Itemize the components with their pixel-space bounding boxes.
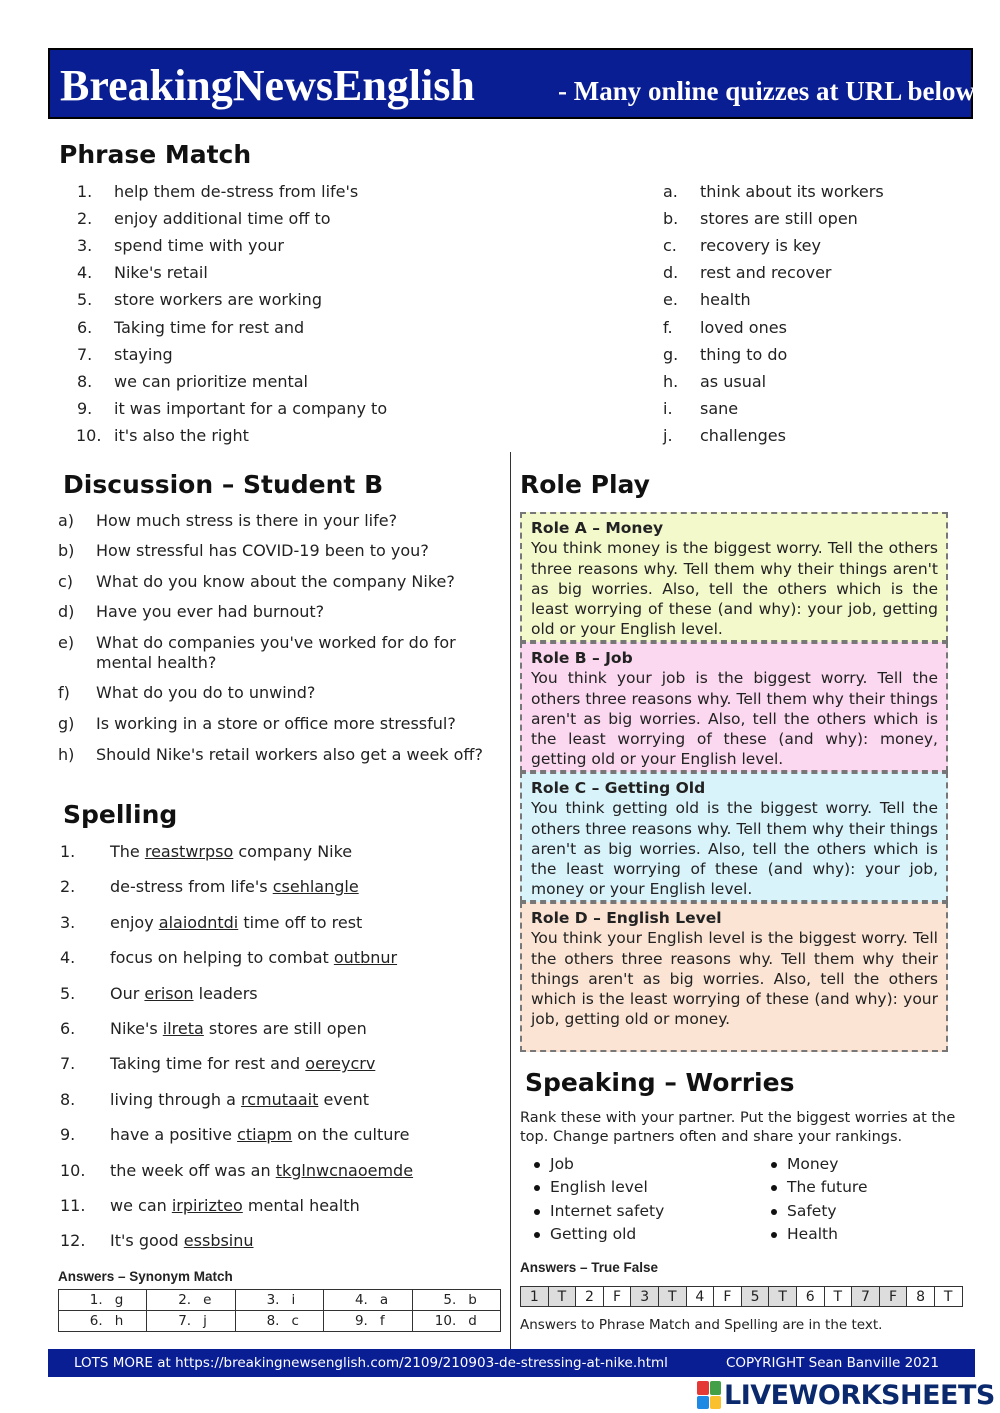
- spelling-item: [110, 1019, 367, 1038]
- phrase-match-number: 1.: [77, 182, 93, 201]
- spelling-scrambled-word: tkglnwcnaoemde: [275, 1160, 414, 1180]
- synonym-answer-cell: [412, 1311, 500, 1332]
- tf-answer-cell: 5: [741, 1287, 769, 1307]
- role-title: Role A – Money: [531, 519, 664, 537]
- spelling-scrambled-word: essbsinu: [183, 1231, 254, 1251]
- phrase-match-number: 4.: [77, 263, 93, 283]
- tf-answers-title: Answers – True False: [520, 1260, 659, 1275]
- phrase-match-left-item: spend time with your: [114, 236, 284, 256]
- phrase-match-right-item: think about its workers: [700, 182, 884, 201]
- role-card: [520, 902, 948, 1052]
- tf-answer-cell: F: [879, 1287, 907, 1307]
- worry-item: Job: [520, 1153, 664, 1176]
- discussion-letter: b): [58, 541, 75, 560]
- spelling-scrambled-word: csehlangle: [272, 877, 359, 897]
- tf-answer-cell: F: [603, 1287, 631, 1307]
- phrase-match-number: 5.: [77, 290, 93, 310]
- role-text: You think your job is the biggest worry. Tell the others three reasons why. Tell them why their things aren't as big worries. Also, tell the others which is the least worrying of these (and why): money, getting old or your English level.: [531, 669, 938, 769]
- phrase-match-number: 2.: [77, 209, 93, 229]
- phrase-match-number: 6.: [77, 317, 93, 337]
- discussion-letter: d): [58, 602, 75, 621]
- spelling-number: 4.: [60, 948, 76, 968]
- spelling-title: Spelling: [63, 800, 178, 829]
- spelling-scrambled-word: ilreta: [162, 1019, 204, 1038]
- spelling-item: [110, 1054, 375, 1073]
- phrase-match-letter: h.: [663, 371, 679, 391]
- spelling-number: 9.: [60, 1125, 76, 1145]
- spelling-text: stores are still open: [203, 1019, 367, 1038]
- spelling-item: [110, 1125, 409, 1144]
- spelling-item: [110, 877, 359, 896]
- phrase-match-right-item: thing to do: [700, 344, 788, 364]
- phrase-match-left-item: enjoy additional time off to: [114, 209, 331, 229]
- spelling-text: de-stress from life's: [110, 877, 273, 897]
- answer-letter: a: [379, 1292, 389, 1308]
- spelling-item: [110, 1231, 254, 1250]
- answer-letter: h: [114, 1313, 124, 1329]
- phrase-match-left-item: Taking time for rest and: [114, 317, 305, 337]
- spelling-number: 7.: [60, 1054, 76, 1074]
- discussion-question: How stressful has COVID-19 been to you?: [96, 541, 429, 560]
- answer-number: 10.: [434, 1313, 457, 1329]
- phrase-match-letter: j.: [663, 425, 673, 445]
- synonym-answer-cell: [235, 1290, 323, 1311]
- phrase-match-letter: a.: [663, 182, 678, 201]
- spelling-text: The: [110, 842, 145, 861]
- discussion-question: What do companies you've worked for do for mental health?: [96, 633, 456, 672]
- footer-link[interactable]: LOTS MORE at https://breakingnewsenglish.com/2109/210903-de-stressing-at-nike.html: [74, 1355, 668, 1371]
- role-card: [520, 512, 948, 642]
- answer-number: 4.: [354, 1292, 368, 1308]
- spelling-item: [110, 984, 258, 1003]
- spelling-item: [110, 1196, 360, 1215]
- discussion-question: Should Nike's retail workers also get a week off?: [96, 745, 483, 764]
- spelling-scrambled-word: reastwrpso: [144, 842, 234, 861]
- phrase-match-letter: b.: [663, 209, 679, 229]
- role-text: You think your English level is the biggest worry. Tell the others three reasons why. Tell them why their things aren't as big worries. Also, tell the others which is the least worrying of these (and why): your job, getting old or money.: [531, 929, 938, 1029]
- spelling-item: [110, 913, 362, 932]
- spelling-scrambled-word: oereycrv: [305, 1054, 376, 1074]
- answer-number: 8.: [266, 1313, 280, 1329]
- spelling-number: 3.: [60, 912, 76, 932]
- phrase-match-letter: c.: [663, 236, 677, 256]
- answer-number: 9.: [354, 1313, 368, 1329]
- phrase-match-letter: d.: [663, 263, 679, 283]
- phrase-match-right-item: health: [700, 290, 751, 310]
- phrase-match-left-item: we can prioritize mental: [114, 371, 308, 391]
- liveworksheets-watermark: [697, 1378, 995, 1412]
- spelling-scrambled-word: ctiapm: [237, 1125, 293, 1145]
- worry-item: Getting old: [520, 1223, 664, 1246]
- synonym-answer-cell: [324, 1290, 412, 1311]
- role-title: Role B – Job: [531, 649, 633, 667]
- answer-letter: i: [291, 1292, 296, 1308]
- answer-letter: j: [203, 1313, 207, 1329]
- phrase-match-right-item: as usual: [700, 371, 767, 391]
- tf-answer-cell: 7: [852, 1287, 880, 1307]
- phrase-match-right-item: recovery is key: [700, 236, 821, 256]
- discussion-question: Have you ever had burnout?: [96, 602, 325, 621]
- synonym-answer-cell: [59, 1290, 147, 1311]
- tf-answer-cell: 4: [686, 1287, 714, 1307]
- worry-item: Safety: [757, 1200, 868, 1223]
- answer-letter: f: [379, 1313, 385, 1329]
- discussion-letter: h): [58, 745, 75, 764]
- phrase-match-title: Phrase Match: [59, 140, 252, 169]
- spelling-number: 11.: [60, 1196, 86, 1215]
- spelling-text: Nike's: [110, 1019, 163, 1038]
- tf-answer-cell: T: [548, 1287, 576, 1307]
- spelling-scrambled-word: irpirizteo: [171, 1196, 243, 1215]
- spelling-text: company Nike: [233, 842, 353, 861]
- spelling-number: 5.: [60, 983, 76, 1003]
- worry-item: English level: [520, 1176, 664, 1199]
- tf-answer-cell: T: [934, 1287, 962, 1307]
- tf-answer-cell: T: [769, 1287, 797, 1307]
- discussion-question: How much stress is there in your life?: [96, 511, 398, 530]
- spelling-text: event: [318, 1089, 370, 1109]
- speaking-intro: Rank these with your partner. Put the biggest worries at the top. Change partners often and share your rankings.: [520, 1110, 956, 1145]
- answer-number: 6.: [89, 1313, 103, 1329]
- discussion-letter: c): [58, 572, 74, 591]
- phrase-match-letter: i.: [663, 398, 673, 418]
- banner-tagline: - Many online quizzes at URL below: [558, 76, 976, 106]
- spelling-text: have a positive: [110, 1125, 238, 1145]
- spelling-text: we can: [110, 1196, 172, 1215]
- spelling-number: 6.: [60, 1019, 76, 1038]
- answer-letter: c: [291, 1313, 299, 1329]
- tf-answer-cell: 6: [796, 1287, 824, 1307]
- phrase-match-letter: f.: [663, 317, 673, 337]
- synonym-answer-cell: [147, 1290, 235, 1311]
- spelling-number: 12.: [60, 1231, 86, 1251]
- tf-answer-cell: 1: [521, 1287, 549, 1307]
- worry-item: Money: [757, 1153, 868, 1176]
- synonym-answers-row: [59, 1290, 501, 1311]
- phrase-match-left-item: store workers are working: [114, 290, 322, 310]
- phrase-match-left-item: help them de-stress from life's: [114, 182, 359, 201]
- phrase-match-left-item: it was important for a company to: [114, 398, 388, 418]
- header-banner: [48, 48, 976, 119]
- spelling-scrambled-word: alaiodntdi: [158, 912, 239, 932]
- tf-answer-cell: F: [714, 1287, 742, 1307]
- synonym-answer-cell: [324, 1311, 412, 1332]
- discussion-letter: a): [58, 511, 75, 530]
- phrase-match-number: 7.: [77, 344, 93, 364]
- spelling-item: [110, 948, 397, 967]
- role-text: You think money is the biggest worry. Tell the others three reasons why. Tell them why their things aren't as big worries. Also, tell the others which is the least worrying of these (and why): your job, getting old or your English level.: [531, 539, 938, 639]
- watermark-text: LIVEWORKSHEETS: [724, 1379, 995, 1411]
- discussion-question: What do you do to unwind?: [96, 683, 316, 702]
- tf-answer-cell: T: [824, 1287, 852, 1307]
- role-play-title: Role Play: [520, 470, 650, 499]
- discussion-letter: g): [58, 714, 75, 733]
- worry-item: The future: [757, 1176, 868, 1199]
- answer-number: 3.: [266, 1292, 280, 1308]
- spelling-number: 2.: [60, 877, 76, 897]
- answer-number: 1.: [89, 1292, 103, 1308]
- phrase-match-left-item: it's also the right: [114, 425, 249, 445]
- spelling-scrambled-word: rcmutaait: [241, 1089, 319, 1109]
- phrase-match-letter: g.: [663, 344, 679, 364]
- discussion-letter: e): [58, 633, 75, 652]
- synonym-answer-cell: [147, 1311, 235, 1332]
- speaking-title: Speaking – Worries: [525, 1068, 795, 1097]
- discussion-title: Discussion – Student B: [63, 470, 384, 499]
- spelling-item: [110, 842, 352, 861]
- tf-answer-cell: 3: [631, 1287, 659, 1307]
- synonym-answers-title: Answers – Synonym Match: [58, 1269, 233, 1284]
- role-card: [520, 642, 948, 772]
- phrase-match-number: 9.: [77, 398, 93, 418]
- discussion-question: What do you know about the company Nike?: [96, 572, 455, 591]
- synonym-answer-cell: [412, 1290, 500, 1311]
- spelling-text: time off to rest: [238, 912, 363, 932]
- phrase-match-number: 10.: [76, 425, 102, 445]
- phrase-match-right-item: loved ones: [700, 317, 787, 337]
- synonym-answers-table: [58, 1289, 501, 1332]
- spelling-text: focus on helping to combat: [110, 948, 334, 968]
- answer-letter: b: [468, 1292, 477, 1308]
- synonym-answer-cell: [235, 1311, 323, 1332]
- worry-item: Internet safety: [520, 1200, 664, 1223]
- role-text: You think getting old is the biggest worry. Tell the others three reasons why. Tell them why their things aren't as big worries. Also, tell the others which is the least worrying of these (and why): your job, money or your English level.: [531, 799, 938, 899]
- answer-number: 2.: [178, 1292, 192, 1308]
- phrase-match-left-item: staying: [114, 344, 173, 364]
- spelling-text: the week off was an: [110, 1160, 276, 1180]
- tf-answer-cell: T: [658, 1287, 686, 1307]
- answer-letter: g: [114, 1292, 124, 1308]
- speaking-list-right: [757, 1153, 868, 1247]
- spelling-text: Taking time for rest and: [110, 1054, 306, 1074]
- spelling-text: on the culture: [292, 1125, 410, 1145]
- spelling-text: leaders: [193, 983, 258, 1003]
- spelling-number: 10.: [60, 1160, 86, 1180]
- column-divider: [510, 452, 511, 1352]
- tf-answers-row: [521, 1287, 963, 1307]
- liveworksheets-logo-icon: [697, 1381, 721, 1409]
- spelling-scrambled-word: outbnur: [333, 948, 398, 968]
- tf-answers-table: [520, 1286, 963, 1307]
- phrase-match-right-item: sane: [700, 398, 739, 418]
- answer-letter: e: [203, 1292, 212, 1308]
- answer-letter: d: [468, 1313, 477, 1329]
- footer-copyright: COPYRIGHT Sean Banville 2021: [726, 1355, 939, 1371]
- spelling-item: [110, 1090, 369, 1109]
- worry-item: Health: [757, 1223, 868, 1246]
- answer-number: 5.: [443, 1292, 457, 1308]
- phrase-match-right-item: rest and recover: [700, 263, 832, 283]
- role-title: Role D – English Level: [531, 909, 722, 927]
- spelling-text: mental health: [242, 1196, 360, 1215]
- discussion-letter: f): [58, 683, 70, 702]
- phrase-match-letter: e.: [663, 290, 678, 310]
- phrase-match-left-item: Nike's retail: [114, 263, 208, 283]
- spelling-text: Our: [110, 983, 145, 1003]
- phrase-match-number: 3.: [77, 236, 93, 256]
- spelling-text: enjoy: [110, 912, 159, 932]
- spelling-item: [110, 1161, 413, 1180]
- spelling-scrambled-word: erison: [144, 983, 194, 1003]
- answer-number: 7.: [178, 1313, 192, 1329]
- answers-note: Answers to Phrase Match and Spelling are in the text.: [520, 1317, 883, 1333]
- phrase-match-right-item: challenges: [700, 425, 786, 445]
- tf-answer-cell: 2: [576, 1287, 604, 1307]
- synonym-answer-cell: [59, 1311, 147, 1332]
- phrase-match-number: 8.: [77, 371, 93, 391]
- role-card: [520, 772, 948, 902]
- spelling-text: It's good: [110, 1231, 184, 1251]
- phrase-match-right-item: stores are still open: [700, 209, 858, 229]
- spelling-number: 8.: [60, 1089, 76, 1109]
- brand-title: BreakingNewsEnglish: [60, 61, 475, 110]
- spelling-text: living through a: [110, 1089, 242, 1109]
- speaking-list-left: [520, 1153, 664, 1247]
- discussion-question: Is working in a store or office more stressful?: [96, 714, 456, 733]
- tf-answer-cell: 8: [907, 1287, 935, 1307]
- role-title: Role C – Getting Old: [531, 779, 706, 797]
- footer-bar: [48, 1349, 975, 1377]
- synonym-answers-row: [59, 1311, 501, 1332]
- spelling-number: 1.: [60, 842, 76, 861]
